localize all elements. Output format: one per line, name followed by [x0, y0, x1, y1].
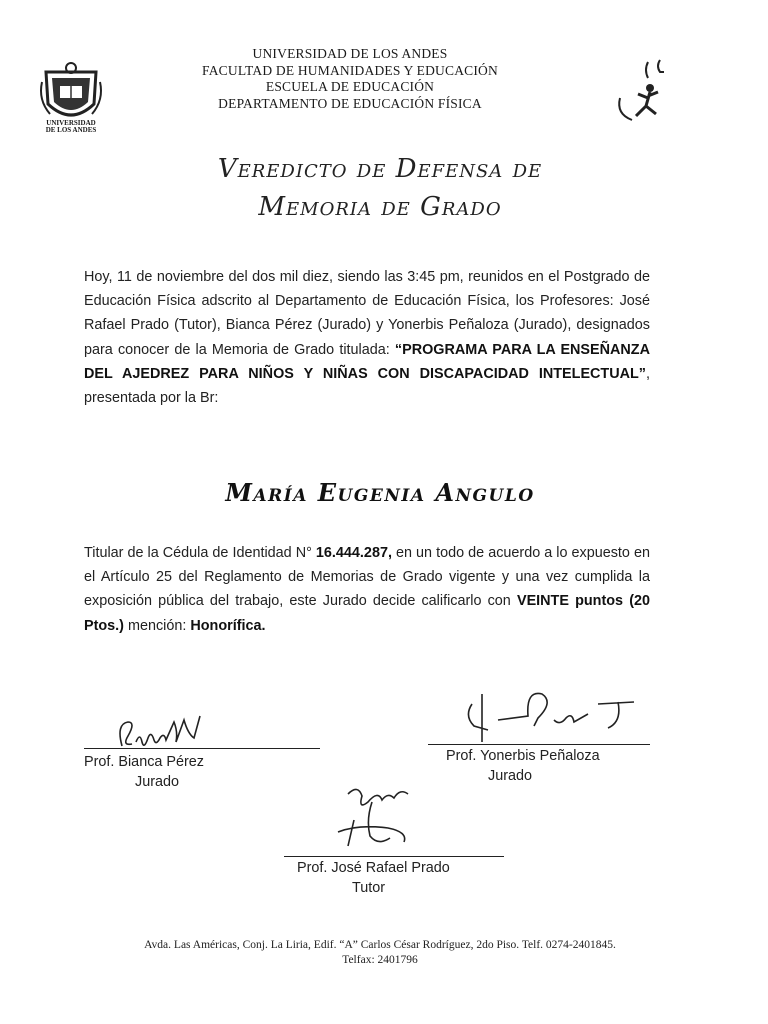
- id-number: 16.444.287,: [315, 545, 392, 561]
- physical-education-logo: [610, 58, 680, 128]
- verdict-paragraph-intro: [84, 265, 650, 410]
- signer-right-role: Jurado: [488, 768, 533, 784]
- university-logo-text: UNIVERSIDAD DE LOS ANDES: [45, 119, 97, 134]
- document-title: [120, 150, 640, 226]
- signer-right-name: Prof. Yonerbis Peñaloza: [446, 748, 600, 764]
- footer-address: Avda. Las Américas, Conj. La Liria, Edif. “A” Carlos César Rodríguez, 2do Piso. Telf. 0274-2401845.: [144, 939, 616, 951]
- signer-center-role: Tutor: [352, 880, 386, 896]
- signature-line-center: [284, 856, 504, 857]
- signature-line-right: [428, 744, 650, 745]
- grade: VEINTE puntos (20 Ptos.): [84, 593, 651, 634]
- signer-left-name: Prof. Bianca Pérez: [84, 754, 204, 770]
- title-line-1: Veredicto de Defensa de: [217, 154, 543, 184]
- address-footer: [100, 938, 660, 968]
- signature-yonerbis-penaloza: [458, 686, 648, 746]
- header-line-school: ESCUELA DE EDUCACIÓN: [265, 79, 435, 94]
- title-line-2: Memoria de Grado: [258, 192, 502, 222]
- header-line-department: DEPARTAMENTO DE EDUCACIÓN FÍSICA: [218, 95, 482, 111]
- student-name: María Eugenia Angulo: [225, 478, 535, 507]
- signature-line-left: [84, 748, 320, 749]
- signature-jose-rafael-prado: [318, 780, 428, 852]
- signature-bianca-perez: [92, 716, 242, 756]
- footer-telfax: Telfax: 2401796: [342, 954, 418, 966]
- presented-by-text: , presentada por la Br:: [84, 365, 650, 407]
- institution-header: [140, 46, 560, 112]
- header-line-faculty: FACULTAD DE HUMANIDADES Y EDUCACIÓN: [202, 62, 498, 78]
- signer-left-role: Jurado: [135, 774, 180, 790]
- mention: Honorífica.: [190, 617, 266, 634]
- header-line-university: UNIVERSIDAD DE LOS ANDES: [252, 46, 448, 61]
- thesis-title: “PROGRAMA PARA LA ENSEÑANZA DEL AJEDREZ PARA NIÑOS Y NIÑAS CON DISCAPACIDAD INTELECTUAL”: [84, 341, 650, 382]
- intro-text: Hoy, 11 de noviembre del dos mil diez, siendo las 3:45 pm, reunidos en el Postgrado de Educación Física adscrito al Departamento de Educación Física, los Profesores: José Rafael Prado (Tutor), Bianca Pérez (Jurado) y Yonerbis Peñaloza (Jurado), designados para conocer de la Memoria de Grado titulada:: [84, 269, 650, 358]
- verdict-paragraph-grade: Titular de la Cédula de Identidad N° 16.444.287, en un todo de acuerdo a lo expuesto en el Artículo 25 del Reglamento de Memorias de Grado vigente y una vez cumplida la exposición pública del trabajo, este Jurado decide calificarlo con VEINTE puntos (20 Ptos.) mención: Honorífica.: [84, 545, 651, 634]
- signer-center-name: Prof. José Rafael Prado: [297, 860, 450, 876]
